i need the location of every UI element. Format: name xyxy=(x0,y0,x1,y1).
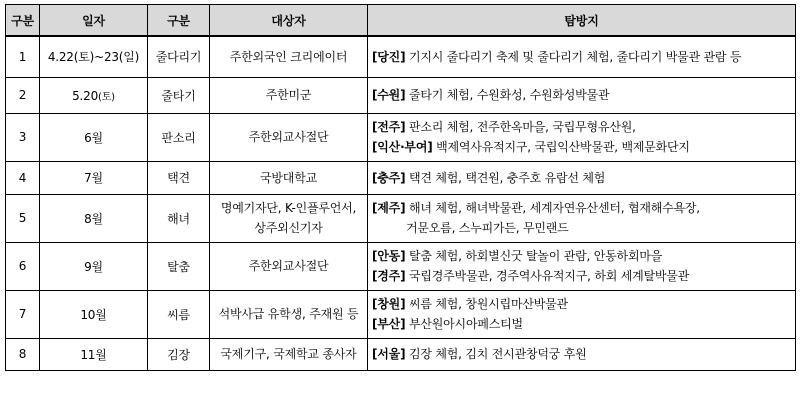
header-date: 일자 xyxy=(40,5,148,37)
region-label: [전주] xyxy=(372,120,406,134)
destination-text: 택견 체험, 택견원, 충주호 유람선 체험 xyxy=(408,170,606,185)
target-line: 석박사급 유학생, 주재원 등 xyxy=(218,307,359,321)
table-row xyxy=(6,113,796,161)
cell-date xyxy=(40,161,148,194)
program-type: 김장 xyxy=(167,347,190,362)
table-row xyxy=(6,77,796,113)
cell-type xyxy=(148,36,210,77)
program-type: 해녀 xyxy=(167,211,190,226)
program-type: 탈춤 xyxy=(167,259,190,274)
cell-type xyxy=(148,113,210,161)
destination-line xyxy=(372,117,791,137)
cell-destination xyxy=(368,77,796,113)
program-type: 줄다리기 xyxy=(155,50,202,65)
table-row xyxy=(6,290,796,338)
cell-target xyxy=(210,194,368,242)
destination-text: 김장 체험, 김치 전시관창덕궁 후원 xyxy=(408,347,587,361)
row-number: 6 xyxy=(18,259,27,273)
cell-destination xyxy=(368,36,796,77)
cell-target xyxy=(210,77,368,113)
cell-date xyxy=(40,338,148,370)
cell-destination xyxy=(368,194,796,242)
row-number: 4 xyxy=(18,170,27,185)
destination-text: 씨름 체험, 창원시립마산박물관 xyxy=(408,297,568,311)
destination-text: 탈춤 체험, 하회별신굿 탈놀이 관람, 안동하회마을 xyxy=(408,249,663,263)
cell-date xyxy=(40,36,148,77)
cell-date xyxy=(40,242,148,290)
cell-destination xyxy=(368,161,796,194)
region-label: [경주] xyxy=(372,269,406,283)
date-text: 10월 xyxy=(80,307,107,322)
header-destination: 탐방지 xyxy=(368,5,796,37)
destination-line xyxy=(372,294,791,314)
cell-no xyxy=(6,338,40,370)
region-label: [창원] xyxy=(372,297,406,311)
region-label: [서울] xyxy=(372,347,406,361)
destination-text: 기지시 줄다리기 축제 및 줄다리기 체험, 줄다리기 박물관 관람 등 xyxy=(408,49,742,64)
cell-type xyxy=(148,77,210,113)
program-type: 씨름 xyxy=(167,307,190,322)
destination-text: 판소리 체험, 전주한옥마을, 국립무형유산원, xyxy=(408,120,636,134)
cell-no xyxy=(6,36,40,77)
cell-target xyxy=(210,113,368,161)
target-line: 국방대학교 xyxy=(260,170,317,185)
region-label: [제주] xyxy=(372,201,406,215)
destination-text: 줄타기 체험, 수원화성, 수원화성박물관 xyxy=(408,88,610,102)
row-number: 3 xyxy=(18,130,27,144)
date-text: 4.22(토)~23(일) xyxy=(47,50,140,65)
target-line: 국제기구, 국제학교 종사자 xyxy=(220,347,357,361)
cell-no xyxy=(6,77,40,113)
cell-target xyxy=(210,242,368,290)
row-number: 7 xyxy=(18,307,27,321)
program-type: 줄타기 xyxy=(161,88,196,103)
destination-text: 거문오름, 스누피가든, 무민랜드 xyxy=(406,221,569,235)
cell-type xyxy=(148,338,210,370)
program-schedule-table xyxy=(5,4,796,371)
target-line: 주한미군 xyxy=(265,88,312,102)
cell-destination xyxy=(368,113,796,161)
destination-text: 해녀 체험, 해녀박물관, 세계자연유산센터, 협재해수욕장, xyxy=(408,201,700,215)
date-text: 6월 xyxy=(84,130,103,145)
destination-line xyxy=(372,137,791,157)
date-text: 7월 xyxy=(84,171,103,185)
region-label: [당진] xyxy=(372,49,406,64)
header-target: 대상자 xyxy=(210,5,368,37)
row-number: 2 xyxy=(18,88,27,102)
region-label: [부산] xyxy=(372,317,406,331)
cell-no xyxy=(6,161,40,194)
cell-date xyxy=(40,77,148,113)
target-line: 주한외국인 크리에이터 xyxy=(229,49,348,64)
cell-no xyxy=(6,113,40,161)
header-no: 구분 xyxy=(6,5,40,37)
cell-type xyxy=(148,161,210,194)
cell-no xyxy=(6,242,40,290)
cell-target xyxy=(210,338,368,370)
cell-no xyxy=(6,290,40,338)
region-label: [수원] xyxy=(372,88,406,102)
region-label: [익산·부여] xyxy=(372,140,433,154)
date-text: 9월 xyxy=(84,259,103,274)
target-line: 주한외교사절단 xyxy=(248,130,329,144)
destination-line xyxy=(372,344,791,364)
destination-text: 부산원아시아페스티벌 xyxy=(408,317,523,331)
target-line: 상주외신기자 xyxy=(254,221,323,235)
date-text: 5.20 xyxy=(72,88,99,103)
destination-line xyxy=(372,246,791,266)
destination-line xyxy=(372,47,791,67)
date-suffix: (토) xyxy=(98,91,115,103)
cell-target xyxy=(210,290,368,338)
destination-line xyxy=(372,266,791,286)
program-type: 판소리 xyxy=(161,130,196,145)
cell-destination xyxy=(368,338,796,370)
cell-no xyxy=(6,194,40,242)
cell-target xyxy=(210,36,368,77)
destination-line xyxy=(372,85,791,105)
region-label: [안동] xyxy=(372,249,406,263)
cell-date xyxy=(40,194,148,242)
destination-line xyxy=(372,168,791,188)
cell-type xyxy=(148,290,210,338)
table-row xyxy=(6,242,796,290)
table-row xyxy=(6,338,796,370)
header-type: 구분 xyxy=(148,5,210,37)
row-number: 8 xyxy=(18,347,27,361)
program-type: 택견 xyxy=(167,171,190,185)
destination-line xyxy=(372,314,791,334)
cell-destination xyxy=(368,242,796,290)
target-line: 명예기자단, K-인플루언서, xyxy=(220,201,357,215)
destination-text: 국립경주박물관, 경주역사유적지구, 하회 세계탈박물관 xyxy=(408,269,690,283)
table-row xyxy=(6,194,796,242)
destination-text: 백제역사유적지구, 국립익산박물관, 백제문화단지 xyxy=(436,140,690,154)
destination-line xyxy=(372,218,791,238)
date-text: 11월 xyxy=(80,347,107,362)
cell-destination xyxy=(368,290,796,338)
cell-type xyxy=(148,194,210,242)
date-text: 8월 xyxy=(84,211,103,226)
target-line: 주한외교사절단 xyxy=(248,259,329,273)
row-number: 1 xyxy=(18,49,27,64)
table-row xyxy=(6,36,796,77)
table-row xyxy=(6,161,796,194)
region-label: [충주] xyxy=(372,170,406,185)
table-header-row xyxy=(6,5,796,37)
destination-line xyxy=(372,198,791,218)
cell-date xyxy=(40,290,148,338)
cell-type xyxy=(148,242,210,290)
cell-target xyxy=(210,161,368,194)
cell-date xyxy=(40,113,148,161)
row-number: 5 xyxy=(18,211,27,225)
